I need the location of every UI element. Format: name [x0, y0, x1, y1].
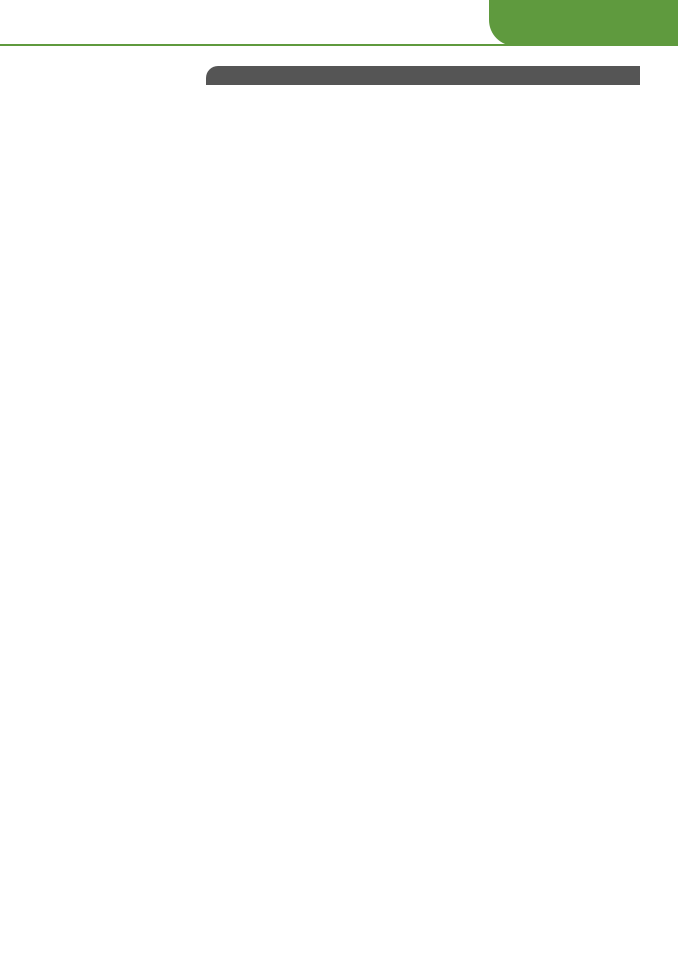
page-title: [206, 66, 640, 85]
top-bar: [0, 0, 678, 50]
brand-tab: [489, 0, 678, 46]
